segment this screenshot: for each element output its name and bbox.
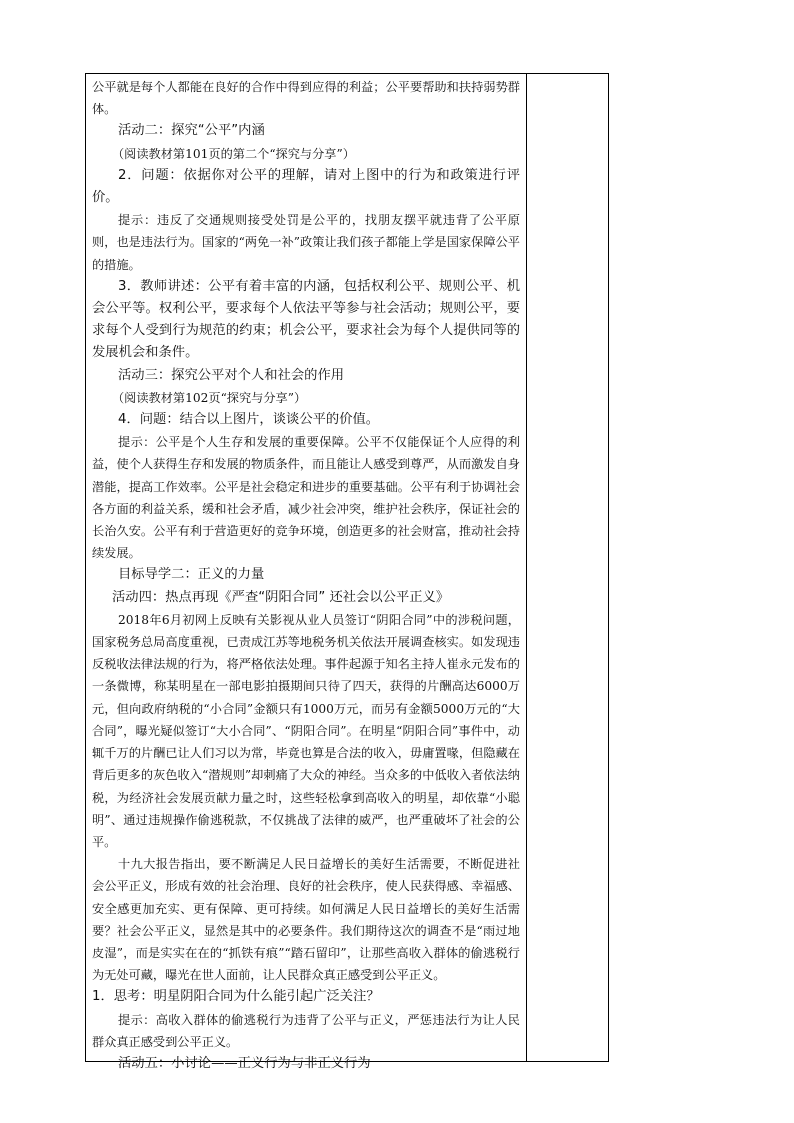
activity-3-heading: 活动三：探究公平对个人和社会的作用 (118, 367, 345, 383)
case-paragraph-contracts: 2018年6月初网上反映有关影视从业人员签订“阴阳合同”中的涉税问题，国家税务总局高度重视，已责成江苏等地税务机关依法开展调查核实。如发现违反税收法律法规的行为，将严格依法处理。事件起源于知名主持人崔永元发布的一条微博，称某明星在一部电影拍摄期间只待了四天，获得的片酬高达6000万元，但向政府纳税的“小合同”金额只有1000万元，而另有金额5000万元的“大合同”，曝光疑似签订“大小合同”、“阴阳合同”。在明星“阴阳合同”事件中，动辄千万的片酬已让人们习以为常，毕竟也算是合法的收入，毋庸置喙，但隐藏在背后更多的灰色收入“潜规则”却刺痛了大众的神经。当众多的中低收入者依法纳税，为经济社会发展贡献力量之时，这些轻松拿到高收入的明星，却依靠“小聪明”、通过违规操作偷逃税款，不仅挑战了法律的威严，也严重破坏了社会的公平。 (92, 612, 520, 849)
lesson-table (85, 73, 609, 1071)
goal-2-heading: 目标导学二：正义的力量 (118, 567, 265, 583)
column-divider (526, 74, 527, 1061)
hint-think-1: 提示：高收入群体的偷逃税行为违背了公平与正义，严惩违法行为让人民群众真正感受到公平正义。 (92, 1012, 520, 1049)
question-2: 2．问题：依据你对公平的理解，请对上图中的行为和政策进行评价。 (92, 167, 520, 206)
hint-4: 提示：公平是个人生存和发展的重要保障。公平不仅能保证个人应得的利益，使个人获得生存和发展的物质条件，而且能让人感受到尊严，从而激发自身潜能，提高工作效率。公平是社会稳定和进步的重要基础。公平有利于协调社会各方面的利益关系，缓和社会矛盾，减少社会冲突，维护社会秩序，保证社会的长治久安。公平有利于营造更好的竞争环境，创造更多的社会财富，推动社会持续发展。 (92, 435, 520, 561)
activity-3-reading-note: （阅读教材第102页“探究与分享”） (112, 390, 307, 405)
paragraph-fairness-definition: 公平就是每个人都能在良好的合作中得到应得的利益；公平要帮助和扶持弱势群体。 (92, 80, 520, 117)
activity-2-heading: 活动二：探究“公平”内涵 (118, 123, 265, 139)
activity-2-reading-note: （阅读教材第101页的第二个“探究与分享”） (112, 146, 355, 161)
activity-4-heading: 活动四：热点再现《严查“阴阳合同” 还社会以公平正义》 (112, 589, 450, 605)
teacher-explanation-3: 3．教师讲述：公平有着丰富的内涵，包括权利公平、规则公平、机会公平等。权利公平，要求每个人依法平等参与社会活动；规则公平，要求每个人受到行为规范的约束；机会公平，要求社会为每个人提供同等的发展机会和条件。 (92, 278, 520, 361)
activity-5-heading: 活动五：小讨论——正义行为与非正义行为 (118, 1055, 371, 1071)
case-paragraph-report: 十九大报告指出，要不断满足人民日益增长的美好生活需要，不断促进社会公平正义，形成有效的社会治理、良好的社会秩序，使人民获得感、幸福感、安全感更加充实、更有保障、更可持续。如何满足人民日益增长的美好生活需要？社会公平正义，显然是其中的必要条件。我们期待这次的调查不是“雨过地皮湿”，而是实实在在的“抓铁有痕”“踏石留印”，让那些高收入群体的偷逃税行为无处可藏，曝光在世人面前，让人民群众真正感受到公平正义。 (92, 857, 520, 983)
lesson-content-cell (92, 76, 520, 1075)
think-question-1: 1．思考：明星阴阳合同为什么能引起广泛关注？ (92, 989, 380, 1005)
question-4: 4．问题：结合以上图片，谈谈公平的价值。 (118, 412, 380, 428)
hint-2: 提示：违反了交通规则接受处罚是公平的，找朋友摆平就违背了公平原则，也是违法行为。国家的“两免一补”政策让我们孩子都能上学是国家保障公平的措施。 (92, 213, 520, 272)
